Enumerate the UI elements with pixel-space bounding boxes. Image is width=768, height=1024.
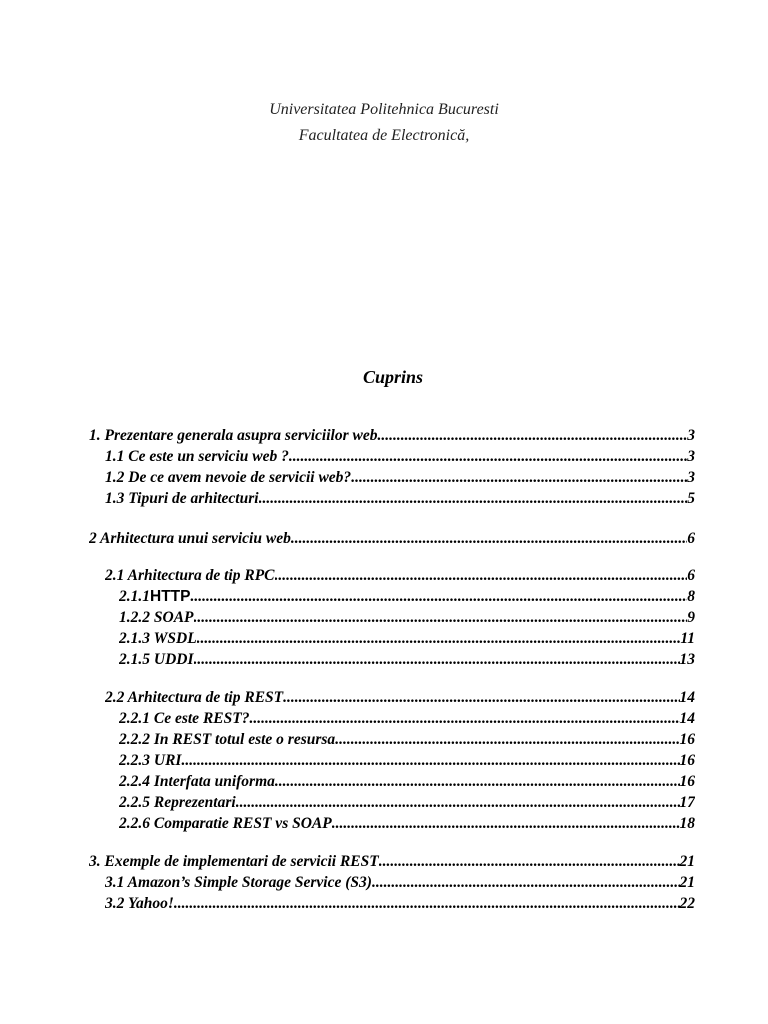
toc-entry-page: 14 — [679, 689, 695, 706]
toc-entry-title: 2.1.3 WSDL — [119, 630, 197, 647]
toc-entry-page: 16 — [679, 731, 695, 748]
faculty-name: Facultatea de Electronică, — [298, 127, 470, 144]
toc-entry-title: 1.2.2 SOAP — [119, 609, 194, 626]
toc-entry[interactable] — [105, 469, 695, 490]
toc-entry-page: 18 — [679, 815, 695, 832]
toc-entry[interactable] — [89, 853, 695, 874]
toc-entry[interactable] — [119, 588, 695, 609]
toc-entry-page: 3 — [687, 448, 695, 465]
toc-entry[interactable] — [119, 794, 695, 815]
toc-entry-title: 3.2 Yahoo! — [105, 895, 174, 912]
toc-entry[interactable] — [119, 609, 695, 630]
toc-heading: Cuprins — [362, 367, 424, 387]
toc-entry-page: 11 — [680, 630, 695, 647]
toc-entry-page: 22 — [679, 895, 695, 912]
toc-entry-title: 1.2 De ce avem nevoie de servicii web? — [105, 469, 352, 486]
toc-entry-title: 2.2.4 Interfata uniforma — [119, 773, 275, 790]
toc-entry-page: 14 — [679, 710, 695, 727]
toc-entry-title-http: HTTP — [150, 588, 191, 605]
toc-entry-title: 2.2.2 In REST totul este o resursa — [119, 731, 336, 748]
toc-entry-page: 9 — [687, 609, 695, 626]
university-name: Universitatea Politehnica Bucuresti — [269, 101, 499, 118]
toc-entry-page: 8 — [687, 588, 695, 605]
toc-entry[interactable] — [119, 651, 695, 672]
toc-entry-title: 3. Exemple de implementari de servicii REST — [89, 853, 379, 870]
toc-entry[interactable] — [119, 773, 695, 794]
toc-entry[interactable] — [105, 874, 695, 895]
toc-entry-page: 16 — [679, 752, 695, 769]
toc-entry-page: 13 — [679, 651, 695, 668]
toc-entry[interactable] — [119, 731, 695, 752]
toc-entry-page: 16 — [679, 773, 695, 790]
toc-entry-title: 2.1 Arhitectura de tip RPC — [105, 567, 275, 584]
toc-entry-title: 2.2.3 URI — [119, 752, 182, 769]
toc-entry-title: 2.1.5 UDDI — [119, 651, 194, 668]
toc-entry-page: 21 — [679, 874, 695, 891]
toc-entry-title: 1.1 Ce este un serviciu web ? — [105, 448, 289, 465]
toc-entry-title: 2.2 Arhitectura de tip REST — [105, 689, 284, 706]
toc-entry-title: 2.2.1 Ce este REST? — [119, 710, 250, 727]
toc-entry[interactable] — [119, 752, 695, 773]
toc-entry[interactable] — [119, 630, 695, 651]
toc-entry[interactable] — [105, 448, 695, 469]
toc-entry-page: 3 — [687, 427, 695, 444]
toc-entry-page: 21 — [679, 853, 695, 870]
toc-entry[interactable] — [119, 815, 695, 836]
toc-entry[interactable] — [105, 895, 695, 916]
toc-entry-page: 6 — [687, 567, 695, 584]
toc-entry-title: 1.3 Tipuri de arhitecturi — [105, 490, 259, 507]
toc-entry-page: 5 — [687, 490, 695, 507]
toc-entry[interactable] — [105, 567, 695, 588]
toc-entry-title: 2.2.5 Reprezentari — [119, 794, 236, 811]
toc-entry[interactable] — [105, 490, 695, 511]
toc-entry[interactable] — [89, 530, 695, 551]
toc-entry[interactable] — [89, 427, 695, 448]
toc-entry-title: 3.1 Amazon’s Simple Storage Service (S3) — [105, 874, 372, 891]
toc-entry-title: 2.2.6 Comparatie REST vs SOAP — [119, 815, 332, 832]
toc-entry-page: 17 — [679, 794, 695, 811]
toc-entry-title: 1. Prezentare generala asupra serviciilor web — [89, 427, 378, 444]
toc-entry[interactable] — [119, 710, 695, 731]
toc-entry-page: 6 — [687, 530, 695, 547]
toc-entry-title: 2.1.1 — [119, 588, 150, 605]
toc-entry-page: 3 — [687, 469, 695, 486]
toc-entry-title: 2 Arhitectura unui serviciu web — [89, 530, 291, 547]
toc-entry[interactable] — [105, 689, 695, 710]
